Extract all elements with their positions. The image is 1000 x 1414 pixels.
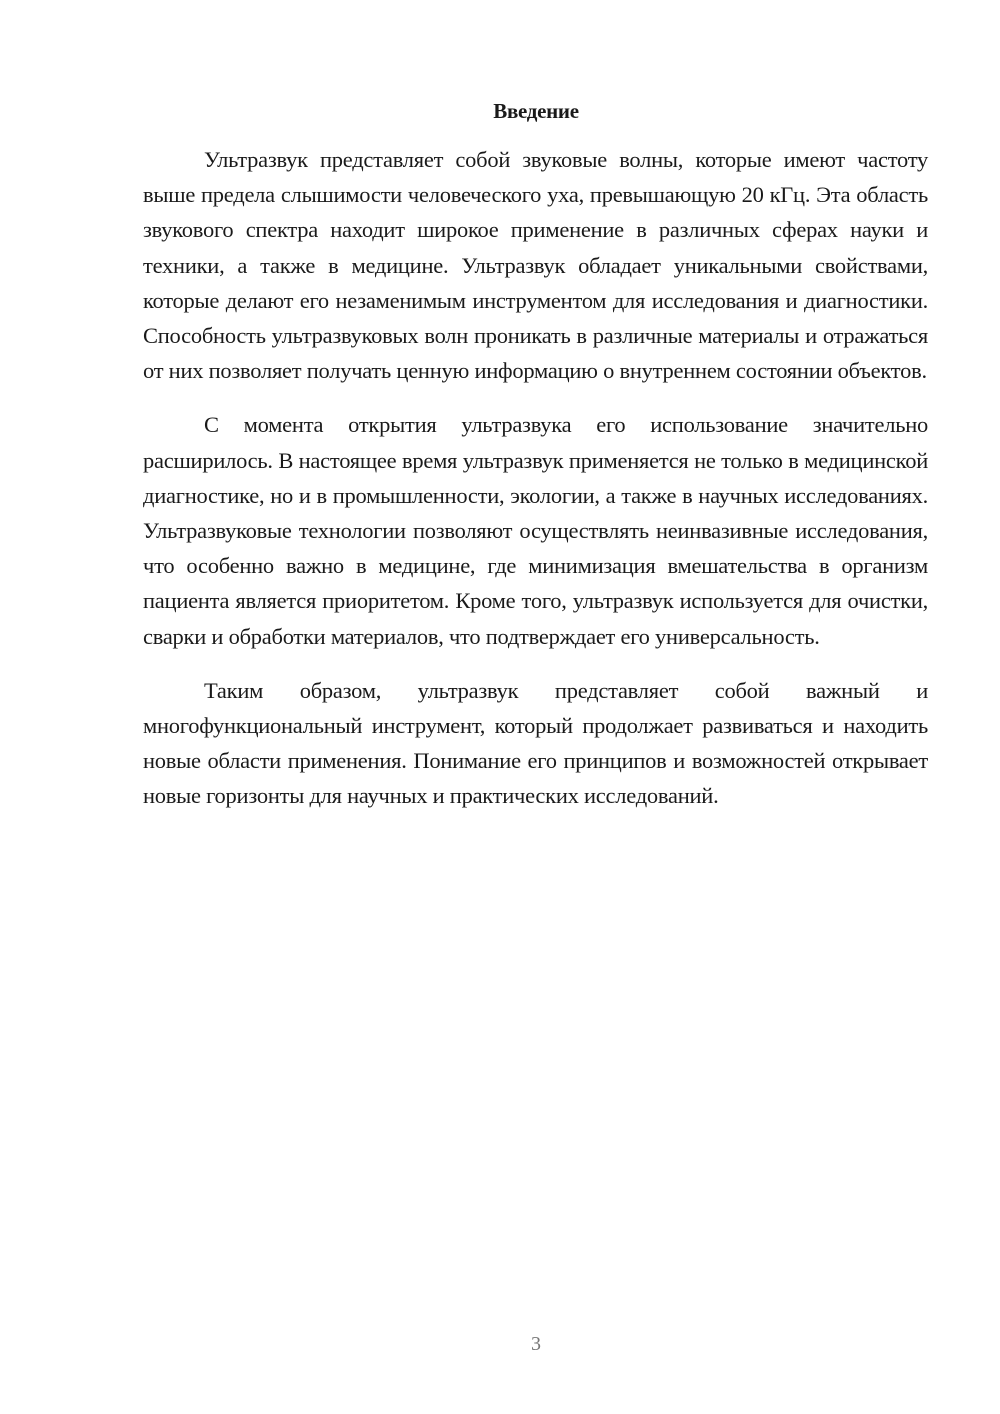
section-title: Введение: [493, 99, 579, 123]
paragraph-1: Ультразвук представляет собой звуковые волны, которые имеют частоту выше предела слышимости человеческого уха, превышающую 20 кГц. Эта область звукового спектра находит широкое применение в различных сферах науки и техники, а также в медицине. Ультразвук обладает уникальными свойствами, которые делают его незаменимым инструментом для исследования и диагностики. Способность ультразвуковых волн проникать в различные материалы и отражаться от них позволяет получать ценную информацию о внутреннем состоянии объектов.: [143, 147, 928, 384]
body-text: [143, 142, 928, 814]
paragraph-2: С момента открытия ультразвука его использование значительно расширилось. В настоящее время ультразвук применяется не только в медицинской диагностике, но и в промышленности, экологии, а также в научных исследованиях. Ультразвуковые технологии позволяют осуществлять неинвазивные исследования, что особенно важно в медицине, где минимизация вмешательства в организм пациента является приоритетом. Кроме того, ультразвук используется для очистки, сварки и обработки материалов, что подтверждает его универсальность.: [143, 412, 928, 649]
page-number: 3: [531, 1333, 541, 1355]
paragraph-3: Таким образом, ультразвук представляет собой важный и многофункциональный инструмент, который продолжает развиваться и находить новые области применения. Понимание его принципов и возможностей открывает новые горизонты для научных и практических исследований.: [143, 677, 928, 809]
